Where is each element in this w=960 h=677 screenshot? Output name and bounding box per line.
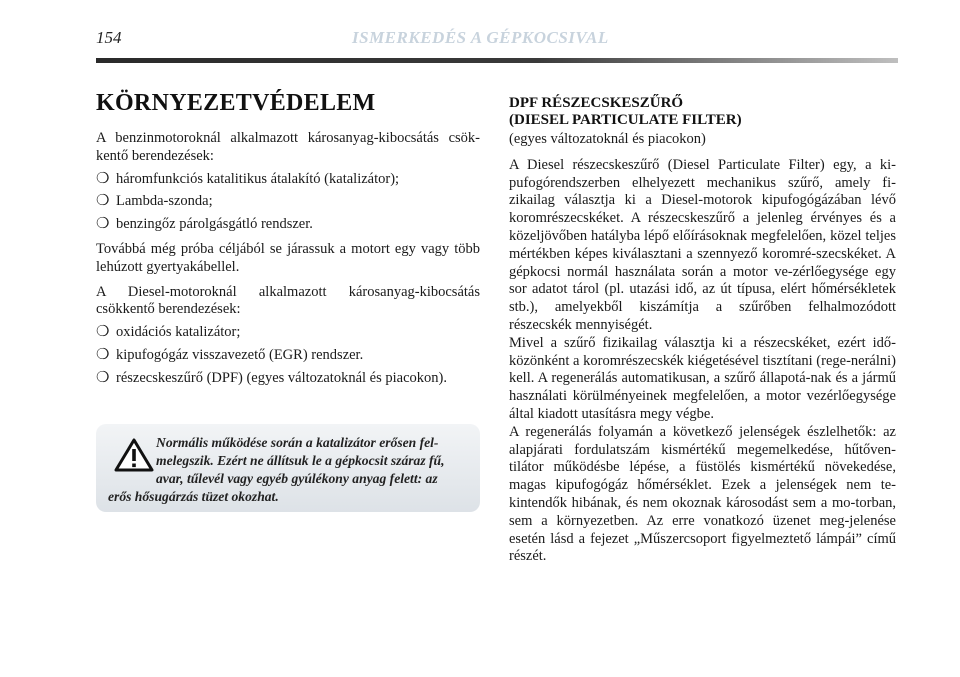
warning-text xyxy=(96,434,466,506)
list-item-text: háromfunkciós katalitikus átalakító (katalizátor); xyxy=(116,170,400,187)
header-rule xyxy=(96,58,898,63)
warning-line: avar, tűlevél vagy egyéb gyúlékony anyag felett: az xyxy=(156,471,438,486)
dpf-paragraph: Mivel a szűrő fizikailag választja ki a részecskéket, ezért idő-közönként a koromrészecskék kiégetésével tisztítani (rege-nerálni) kell. A regenerálás automatikusan, a szűrő állapotá-nak és a jármű használati körülményeinek megfelelően, a motor vezérlőegysége által kiadott utasításra megy végbe. xyxy=(509,334,896,422)
dpf-subtitle: (egyes változatoknál és piacokon) xyxy=(509,131,706,147)
list-item-text: benzingőz párolgásgátló rendszer. xyxy=(116,216,313,233)
bullet-icon: ❍ xyxy=(96,369,110,386)
dpf-title-line: (DIESEL PARTICULATE FILTER) xyxy=(509,112,742,128)
dpf-title xyxy=(509,95,896,129)
warning-line: Normális működése során a katalizátor erősen fel- xyxy=(156,435,439,450)
list-item-text: Lambda-szonda; xyxy=(116,193,213,210)
petrol-intro: A benzinmotoroknál alkalmazott károsanyag-kibocsátás csök-kentő berendezések: xyxy=(96,130,480,164)
dpf-paragraph: A regenerálás folyamán a következő jelenségek észlelhetők: az alapjárati fordulatszám kismértékű megemelkedése, hűtőven-tilátor működésbe lépése, a füstölés kismértékű növekedése, magas kipufogógáz hőmérséklet. Ezek a jelenségek nem te-kintendők hibának, és nem okoznak károsodást sem a mo-torban, sem a környezetben. Az erre vonatkozó üzenet meg-jelenése esetén lásd a fejezet „Műszercsoport figyelmeztető lámpái” című részét. xyxy=(509,423,896,565)
bullet-icon: ❍ xyxy=(96,346,110,363)
page-number: 154 xyxy=(96,28,122,47)
warning-line: erős hősugárzás tüzet okozhat. xyxy=(108,489,279,504)
bullet-icon: ❍ xyxy=(96,170,110,187)
diesel-intro: A Diesel-motoroknál alkalmazott károsanyag-kibocsátás csökkentő berendezések: xyxy=(96,283,480,318)
left-column xyxy=(96,88,480,388)
list-item-text: részecskeszűrő (DPF) (egyes változatoknál és piacokon). xyxy=(116,369,447,386)
list-item-text: oxidációs katalizátor; xyxy=(116,324,241,341)
dpf-paragraph: A Diesel részecskeszűrő (Diesel Particulate Filter) egy, a ki-pufogórendszerben elhelyezett mechanikus szűrő, amely fi-zikailag választja ki a Diesel-motorok kipufogógázában lévő koromrészecskéket. A részecskeszűrő a jelenleg érvényes és a közeljövőben hatályba lépő előírásoknak megfelelően, közel teljes mértékben képes kiválasztani a szennyező koromré-szecskéket. A gépkocsi normál használata során a motor ve-zérlőegysége egy sor adatot tárol (pl. utazási idő, az út típusa, elért hőmérsékletek stb.), amelyekből kiszámítja a szűrőben felhalmozódott részecskék mennyiségét. xyxy=(509,156,896,333)
petrol-note: Továbbá még próba céljából se járassuk a motort egy vagy több lehúzott gyertyakábellel. xyxy=(96,240,480,275)
list-item-text: kipufogógáz visszavezető (EGR) rendszer. xyxy=(116,346,364,363)
warning-box xyxy=(96,424,480,512)
list-item xyxy=(96,347,480,365)
bullet-icon: ❍ xyxy=(96,324,110,341)
bullet-icon: ❍ xyxy=(96,216,110,233)
bullet-icon: ❍ xyxy=(96,193,110,210)
list-item xyxy=(96,370,480,388)
running-title: ISMERKEDÉS A GÉPKOCSIVAL xyxy=(352,28,609,47)
dpf-title-line: DPF RÉSZECSKESZŰRŐ xyxy=(509,95,684,111)
list-item xyxy=(96,171,480,189)
list-item xyxy=(96,193,480,211)
page-header xyxy=(96,26,896,52)
warning-line: melegszik. Ezért ne állítsuk le a gépkocsit száraz fű, xyxy=(156,453,445,468)
section-title: KÖRNYEZETVÉDELEM xyxy=(96,90,376,116)
list-item xyxy=(96,324,480,342)
list-item xyxy=(96,216,480,234)
right-column xyxy=(509,95,896,566)
